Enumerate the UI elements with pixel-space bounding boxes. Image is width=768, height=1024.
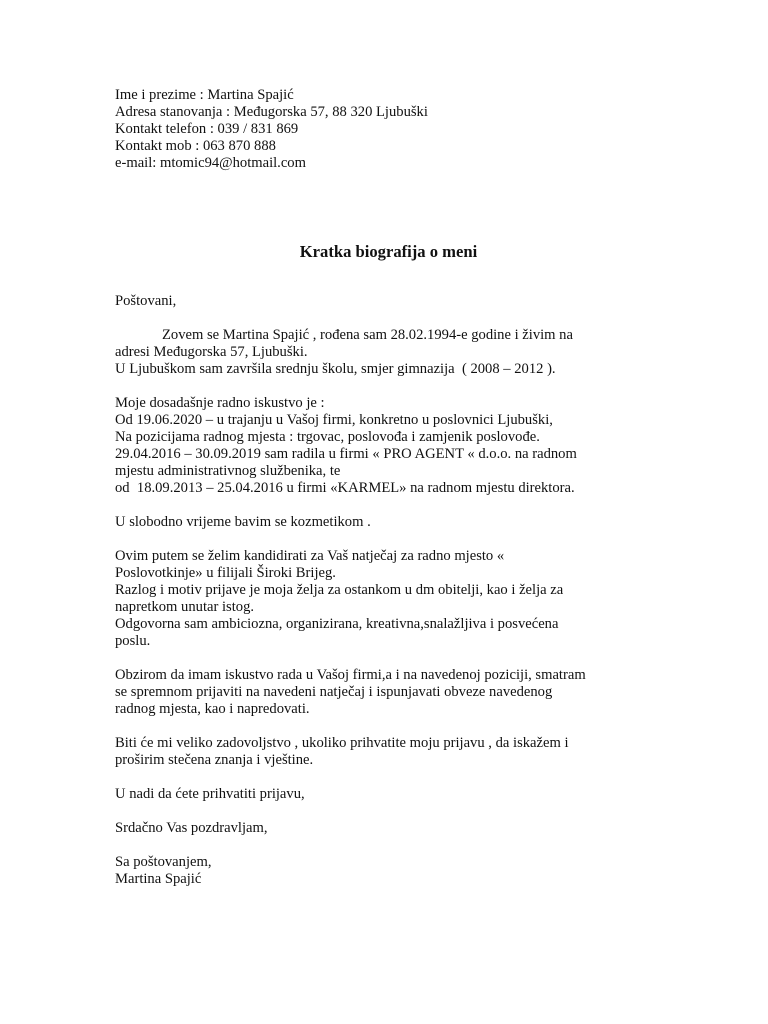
document-title: Kratka biografija o meni <box>299 242 478 261</box>
spacer <box>115 803 660 820</box>
experience-line-3: Na pozicijama radnog mjesta : trgovac, poslovođa i zamjenik poslovođe. <box>115 429 540 445</box>
experience-line-2: Od 19.06.2020 – u trajanju u Vašoj firmi, konkretno u poslovnici Ljubuški, <box>115 412 553 428</box>
greeting: Poštovani, <box>115 293 177 309</box>
document-page <box>115 87 660 888</box>
experience-line-5: mjestu administrativnog službenika, te <box>115 463 341 479</box>
readiness-line-3: radnog mjesta, kao i napredovati. <box>115 701 310 717</box>
spacer <box>115 378 660 395</box>
spacer <box>115 310 660 327</box>
application-paragraph <box>115 548 660 650</box>
readiness-line-1: Obzirom da imam iskustvo rada u Vašoj firmi,a i na navedenoj poziciji, smatram <box>115 667 586 683</box>
experience-line-1: Moje dosadašnje radno iskustvo je : <box>115 395 325 411</box>
contact-address-line: Adresa stanovanja : Međugorska 57, 88 320 Ljubuški <box>115 104 428 120</box>
application-line-5: Odgovorna sam ambiciozna, organizirana, kreativna,snalažljiva i posvećena <box>115 616 559 632</box>
spacer <box>115 531 660 548</box>
application-line-4: napretkom unutar istog. <box>115 599 255 615</box>
contact-email-line: e-mail: mtomic94@hotmail.com <box>115 155 306 171</box>
hope-line: U nadi da ćete prihvatiti prijavu, <box>115 786 305 802</box>
hobby-paragraph: U slobodno vrijeme bavim se kozmetikom . <box>115 514 371 530</box>
spacer <box>115 718 660 735</box>
application-line-1: Ovim putem se želim kandidirati za Vaš natječaj za radno mjesto « <box>115 548 505 564</box>
spacer <box>115 769 660 786</box>
pleasure-line-1: Biti će mi veliko zadovoljstvo , ukoliko prihvatite moju prijavu , da iskažem i <box>115 735 569 751</box>
contact-block <box>115 87 660 172</box>
pleasure-line-2: proširim stečena znanja i vještine. <box>115 752 314 768</box>
experience-paragraph <box>115 395 660 497</box>
spacer <box>115 650 660 667</box>
intro-line-2: adresi Međugorska 57, Ljubuški. <box>115 344 308 360</box>
contact-name-line: Ime i prezime : Martina Spajić <box>115 87 294 103</box>
pleasure-paragraph <box>115 735 660 769</box>
experience-line-4: 29.04.2016 – 30.09.2019 sam radila u firmi « PRO AGENT « d.o.o. na radnom <box>115 446 577 462</box>
contact-mobile-line: Kontakt mob : 063 870 888 <box>115 138 276 154</box>
regards-line: Srdačno Vas pozdravljam, <box>115 820 268 836</box>
experience-line-6: od 18.09.2013 – 25.04.2016 u firmi «KARMEL» na radnom mjestu direktora. <box>115 480 575 496</box>
closing-salutation: Sa poštovanjem, <box>115 854 212 870</box>
intro-line-1: Zovem se Martina Spajić , rođena sam 28.02.1994-e godine i živim na <box>162 327 573 343</box>
readiness-line-2: se spremnom prijaviti na navedeni natječaj i ispunjavati obveze navedenog <box>115 684 553 700</box>
intro-line-3: U Ljubuškom sam završila srednju školu, smjer gimnazija ( 2008 – 2012 ). <box>115 361 556 377</box>
closing-block <box>115 854 660 888</box>
application-line-3: Razlog i motiv prijave je moja želja za ostankom u dm obitelji, kao i želja za <box>115 582 564 598</box>
title-block <box>115 242 660 262</box>
readiness-paragraph <box>115 667 660 718</box>
spacer <box>115 497 660 514</box>
application-line-6: poslu. <box>115 633 151 649</box>
signature-name: Martina Spajić <box>115 871 202 887</box>
intro-paragraph <box>115 327 660 378</box>
spacer <box>115 837 660 854</box>
application-line-2: Poslovotkinje» u filijali Široki Brijeg. <box>115 565 336 581</box>
contact-phone-line: Kontakt telefon : 039 / 831 869 <box>115 121 299 137</box>
